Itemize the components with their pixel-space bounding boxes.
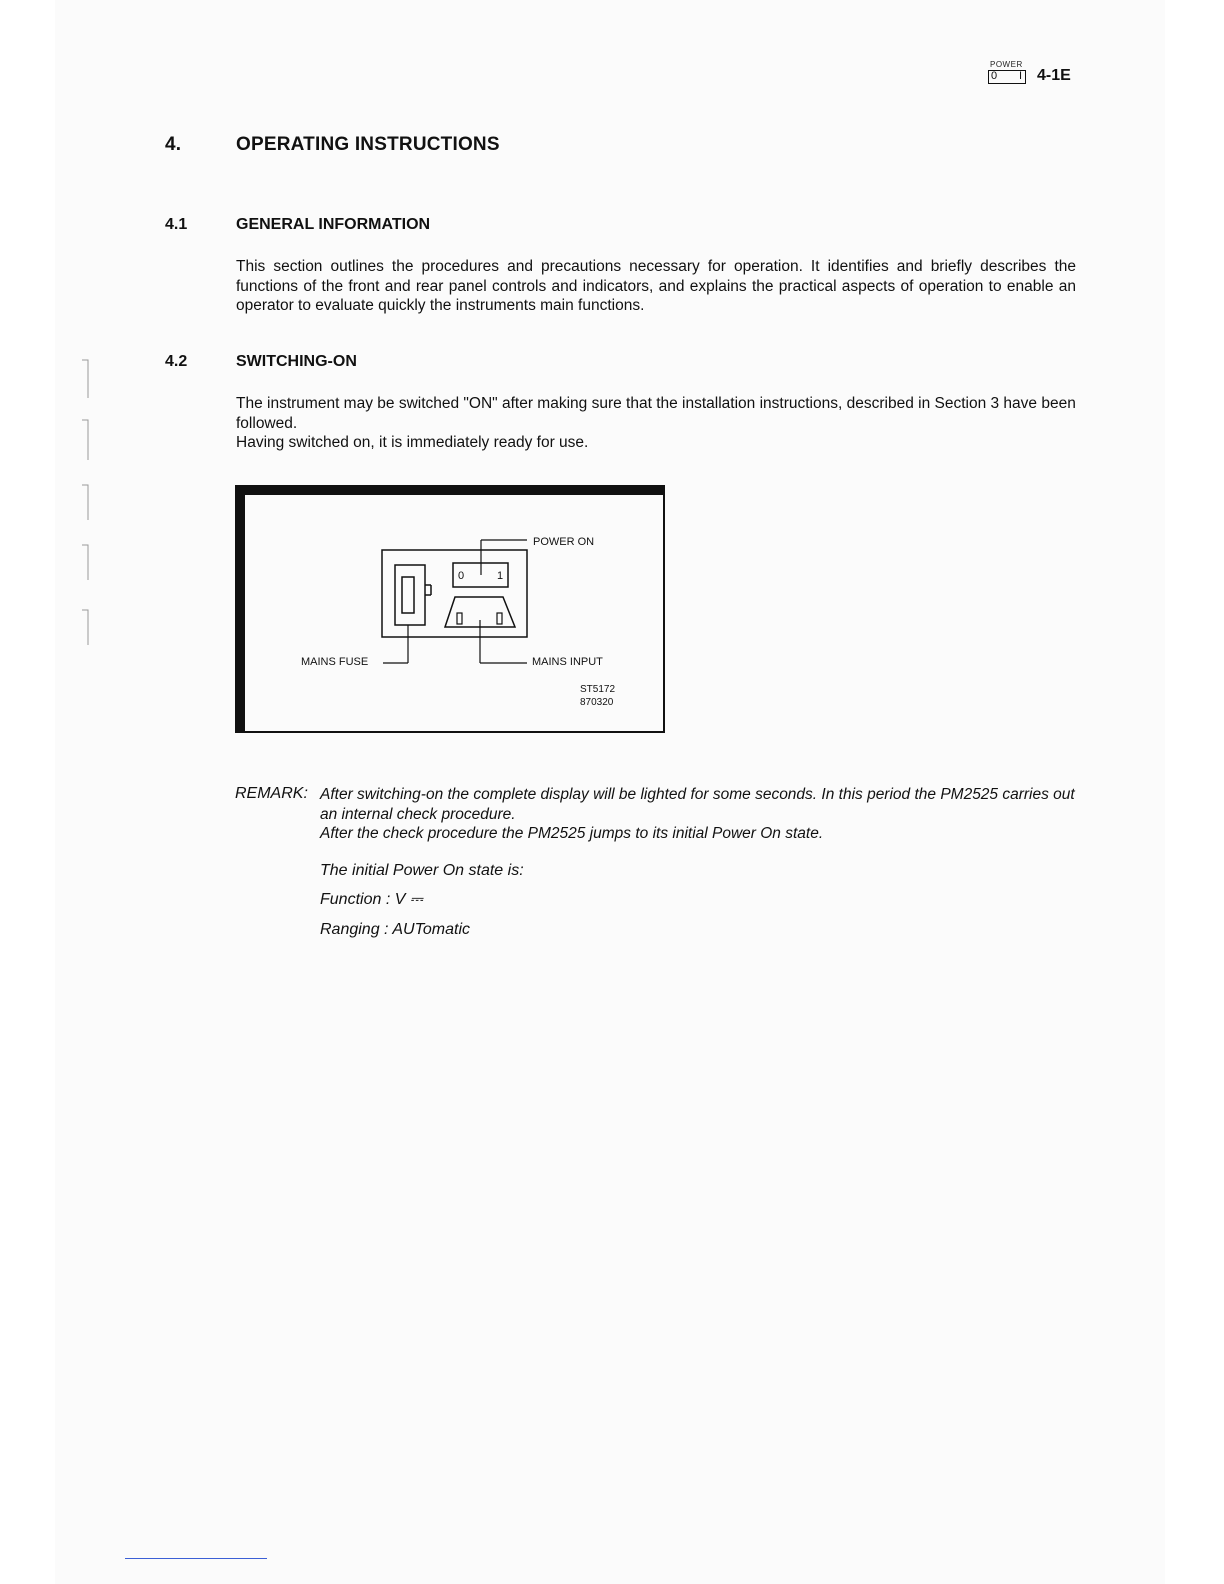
bottom-rule [125, 1558, 267, 1559]
power-switch-off-mark: 0 [991, 70, 998, 82]
subsection-title-switching-on: SWITCHING-ON [236, 353, 357, 370]
switch-1-mark: 1 [497, 570, 504, 582]
remark-line-2: After the check procedure the PM2525 jumps to its initial Power On state. [320, 825, 824, 842]
diagram-frame [236, 486, 664, 732]
power-switch-icon [988, 70, 1026, 84]
fuse-icon [402, 577, 414, 613]
switch-0-mark: 0 [458, 570, 465, 582]
initial-state-heading: The initial Power On state is: [320, 862, 524, 879]
switching-on-line-2: Having switched on, it is immediately ready for use. [236, 434, 589, 451]
diagram-code-line-2: 870320 [580, 697, 614, 708]
remark-line-1: After switching-on the complete display will be lighted for some seconds. In this period the PM2525 carries out an internal check procedure. [320, 786, 1075, 823]
power-symbol-label: POWER [990, 60, 1023, 69]
section-number: 4. [165, 134, 182, 155]
switching-on-line-1: The instrument may be switched "ON" after making sure that the installation instructions, described in Section 3 have been followed. [236, 395, 1076, 432]
rear-panel-diagram [235, 485, 667, 737]
power-switch-on-mark: I [1018, 70, 1022, 82]
diagram-code-line-1: ST5172 [580, 684, 616, 695]
subsection-number-4-2: 4.2 [165, 353, 188, 370]
remark-text [320, 785, 1080, 844]
power-on-label: POWER ON [533, 536, 595, 548]
subsection-title-general-information: GENERAL INFORMATION [236, 216, 431, 233]
general-information-paragraph: This section outlines the procedures and precautions necessary for operation. It identifies and briefly describes the functions of the front and rear panel controls and indicators, and explains the practical aspects of operation to enable an operator to evaluate quickly the instruments main functions. [236, 258, 1076, 314]
mains-fuse-label: MAINS FUSE [301, 656, 369, 668]
page-number: 4-1E [1037, 67, 1071, 84]
mains-input-label: MAINS INPUT [532, 656, 603, 668]
ranging-line: Ranging : AUTomatic [320, 921, 470, 938]
switching-on-paragraph [236, 394, 1076, 453]
function-line: Function : V ⎓ [320, 891, 423, 908]
remark-label: REMARK: [235, 785, 308, 802]
fuse-holder [395, 565, 425, 625]
scan-edge-marks [62, 20, 92, 1220]
section-title: OPERATING INSTRUCTIONS [236, 134, 500, 155]
subsection-number-4-1: 4.1 [165, 216, 188, 233]
